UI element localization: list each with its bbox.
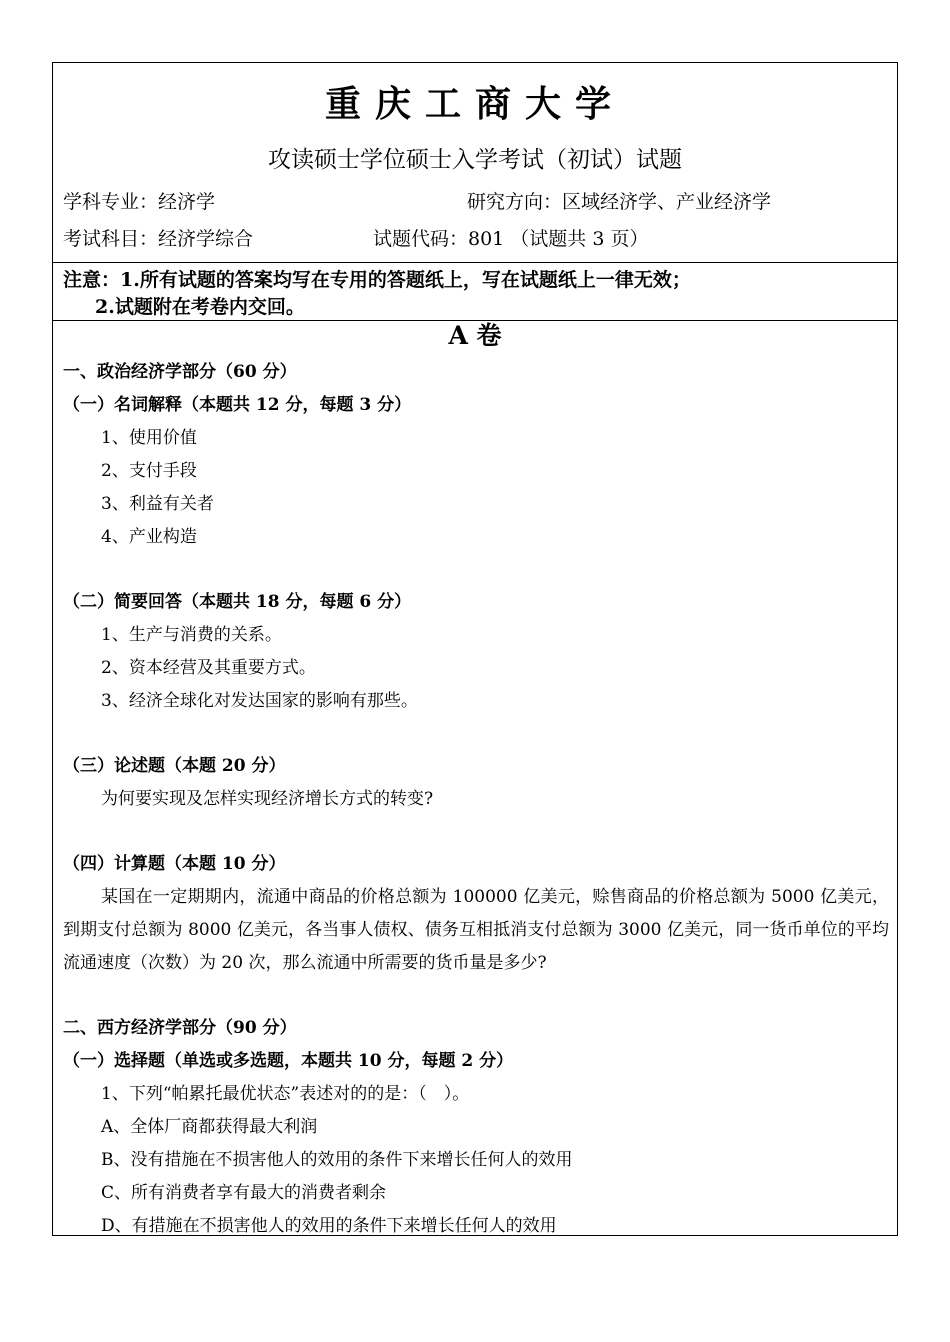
term-item: 3、利益有关者 [101, 494, 214, 514]
exam-title: 攻读硕士学位硕士入学考试（初试）试题 [268, 147, 682, 173]
term-item: 2、支付手段 [101, 461, 197, 481]
short-answer-item: 3、经济全球化对发达国家的影响有那些。 [101, 691, 418, 711]
part1-title: 一、政治经济学部分（60 分） [63, 362, 297, 382]
paper-label: A 卷 [448, 321, 502, 350]
exam-paper-frame [52, 62, 898, 1236]
calculation-question: 某国在一定期期内，流通中商品的价格总额为 100000 亿美元，赊售商品的价格总额为 5000 亿美元，到期支付总额为 8000 亿美元，各当事人债权、债务互相抵消支付总额为 3000 亿美元，同一货币单位的平均流通速度（次数）为 20 次，那么流通中所需要的货币量是多少? [63, 887, 889, 973]
part1-s4-title: （四）计算题（本题 10 分） [63, 854, 286, 874]
short-answer-item: 2、资本经营及其重要方式。 [101, 658, 316, 678]
choice-option: C、所有消费者享有最大的消费者剩余 [101, 1183, 387, 1203]
notice-line-1: 注意：1.所有试题的答案均写在专用的答题纸上，写在试题纸上一律无效； [63, 269, 691, 291]
choice-question-1: 1、下列“帕累托最优状态”表述对的的是：（ ）。 [101, 1084, 470, 1104]
part2-s1-title: （一）选择题（单选或多选题，本题共 10 分，每题 2 分） [63, 1051, 514, 1071]
essay-question: 为何要实现及怎样实现经济增长方式的转变? [101, 789, 434, 809]
exam-subject: 考试科目：经济学综合 [63, 228, 254, 250]
university-name: 重庆工商大学 [324, 84, 625, 125]
header-divider [53, 262, 897, 263]
part1-s1-title: （一）名词解释（本题共 12 分，每题 3 分） [63, 395, 412, 415]
exam-code: 试题代码：801 （试题共 3 页） [373, 228, 649, 250]
research-direction: 研究方向：区域经济学、产业经济学 [467, 191, 772, 213]
part1-s2-title: （二）简要回答（本题共 18 分，每题 6 分） [63, 592, 412, 612]
notice-line-2: 2.试题附在考卷内交回。 [95, 296, 305, 318]
part2-title: 二、西方经济学部分（90 分） [63, 1018, 297, 1038]
major-field: 学科专业：经济学 [63, 191, 216, 213]
choice-option: B、没有措施在不损害他人的效用的条件下来增长任何人的效用 [101, 1150, 573, 1170]
choice-option: A、全体厂商都获得最大利润 [101, 1117, 318, 1137]
short-answer-item: 1、生产与消费的关系。 [101, 625, 282, 645]
term-item: 4、产业构造 [101, 527, 197, 547]
term-item: 1、使用价值 [101, 428, 197, 448]
choice-option: D、有措施在不损害他人的效用的条件下来增长任何人的效用 [101, 1216, 557, 1236]
part1-s3-title: （三）论述题（本题 20 分） [63, 756, 286, 776]
